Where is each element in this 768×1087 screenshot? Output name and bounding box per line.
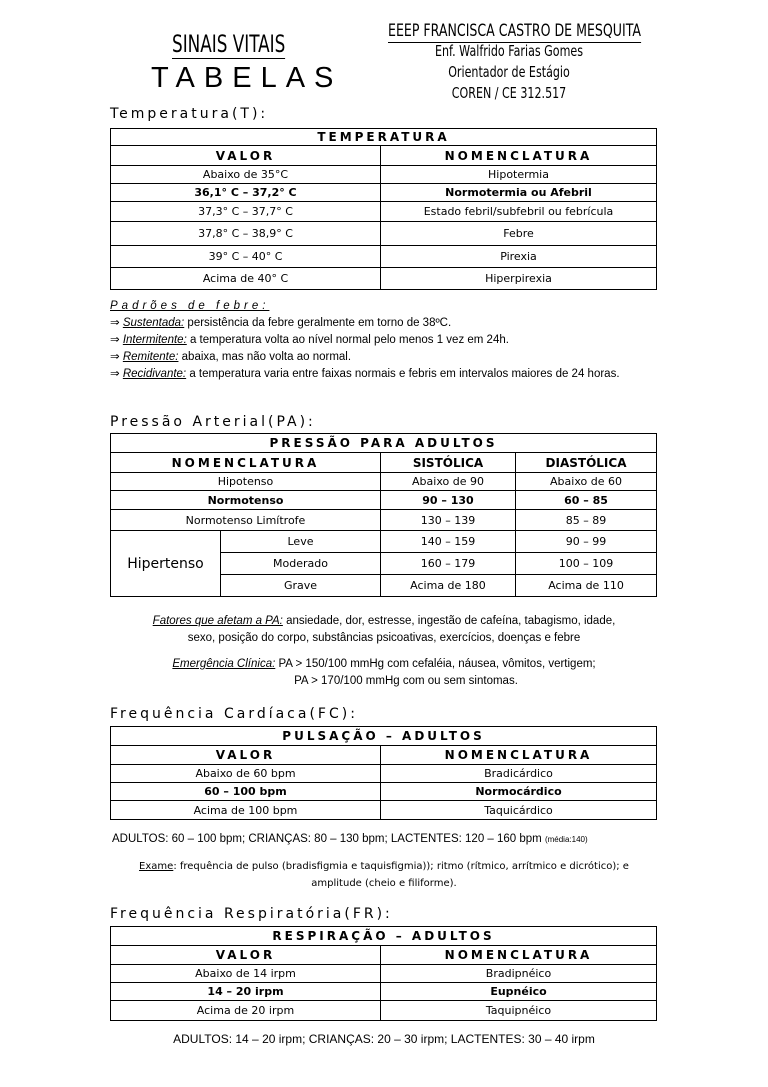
resp-col-nomenclatura: NOMENCLATURA — [381, 946, 657, 965]
pressure-table — [110, 433, 657, 597]
table-row — [111, 473, 657, 491]
pressure-dia: 85 – 89 — [516, 510, 657, 531]
heart-name: Normocárdico — [381, 783, 657, 801]
factors-label: Fatores que afetam a PA: — [152, 615, 283, 627]
pressure-name: Leve — [221, 531, 381, 553]
fever-item: ⇒ Sustentada: persistência da febre geralmente em torno de 38ºC. — [110, 317, 452, 329]
table-row — [111, 184, 657, 202]
heart-exam: Exame: frequência de pulso (bradisfigmia e taquisfigmia)); ritmo (rítmico, arrítmico e dicrótico); e amplitude (cheio e filiforme). — [139, 861, 629, 889]
table-row — [111, 801, 657, 820]
pressure-hyper-label: Hipertenso — [111, 531, 221, 597]
table-row — [111, 268, 657, 290]
heart-col-valor: VALOR — [111, 746, 381, 765]
temperature-section-title: Temperatura(T): — [110, 106, 269, 122]
table-row — [111, 1001, 657, 1021]
pressure-name: Grave — [221, 575, 381, 597]
pressure-factors: Fatores que afetam a PA: ansiedade, dor, estresse, ingestão de cafeína, tabagismo, idade, sexo, posição do corpo, substâncias psicoativas, exercícios, doenças e febre — [152, 615, 616, 644]
pressure-dia: Abaixo de 60 — [516, 473, 657, 491]
doc-subtitle: TABELAS — [151, 62, 343, 94]
temperature-value: 37,3° C – 37,7° C — [111, 202, 381, 222]
heart-name: Taquicárdico — [381, 801, 657, 820]
resp-section-title: Frequência Respiratória(FR): — [110, 906, 393, 922]
temperature-value: 36,1° C – 37,2° C — [111, 184, 381, 202]
heart-table — [110, 726, 657, 820]
table-row — [111, 783, 657, 801]
school-name: EEEP FRANCISCA CASTRO DE MESQUITA — [388, 21, 642, 41]
fever-item: ⇒ Recidivante: a temperatura varia entre faixas normais e febris em intervalos maiores de 24 horas. — [110, 368, 620, 380]
resp-name: Eupnéico — [381, 983, 657, 1001]
pressure-col-diastolica: DIASTÓLICA — [516, 453, 657, 473]
heart-value: Abaixo de 60 bpm — [111, 765, 381, 783]
resp-table — [110, 926, 657, 1021]
nurse-role: Orientador de Estágio — [448, 63, 570, 81]
temperature-value: 37,8° C – 38,9° C — [111, 222, 381, 246]
heart-value: Acima de 100 bpm — [111, 801, 381, 820]
fever-patterns — [110, 298, 658, 383]
pressure-sys: 140 – 159 — [381, 531, 516, 553]
table-row — [111, 202, 657, 222]
temperature-name: Normotermia ou Afebril — [381, 184, 657, 202]
table-row — [111, 246, 657, 268]
fever-patterns-title: Padrões de febre: — [110, 300, 270, 312]
resp-value: Abaixo de 14 irpm — [111, 965, 381, 983]
temperature-name: Pirexia — [381, 246, 657, 268]
emergency-label: Emergência Clínica: — [172, 658, 276, 670]
pressure-table-title: PRESSÃO PARA ADULTOS — [111, 434, 657, 453]
pressure-dia: Acima de 110 — [516, 575, 657, 597]
fever-item: ⇒ Remitente: abaixa, mas não volta ao normal. — [110, 351, 352, 363]
resp-name: Taquipnéico — [381, 1001, 657, 1021]
coren-number: COREN / CE 312.517 — [451, 84, 567, 102]
temperature-table — [110, 128, 657, 290]
pressure-sys: Acima de 180 — [381, 575, 516, 597]
table-row — [111, 765, 657, 783]
heart-name: Bradicárdico — [381, 765, 657, 783]
pressure-dia: 60 – 85 — [516, 491, 657, 510]
temperature-name: Estado febril/subfebril ou febrícula — [381, 202, 657, 222]
pressure-emergency: Emergência Clínica: PA > 150/100 mmHg com cefaléia, náusea, vômitos, vertigem; PA > 170/100 mmHg com ou sem sintomas. — [172, 658, 596, 687]
pressure-dia: 90 – 99 — [516, 531, 657, 553]
heart-col-nomenclatura: NOMENCLATURA — [381, 746, 657, 765]
heart-section-title: Frequência Cardíaca(FC): — [110, 706, 358, 722]
pressure-name: Moderado — [221, 553, 381, 575]
temperature-col-nomenclatura: NOMENCLATURA — [381, 146, 657, 166]
temperature-value: Acima de 40° C — [111, 268, 381, 290]
resp-value: 14 – 20 irpm — [111, 983, 381, 1001]
pressure-dia: 100 – 109 — [516, 553, 657, 575]
heart-table-title: PULSAÇÃO – ADULTOS — [111, 727, 657, 746]
pressure-col-sistolica: SISTÓLICA — [381, 453, 516, 473]
temperature-col-valor: VALOR — [111, 146, 381, 166]
pressure-name: Normotenso Limítrofe — [111, 510, 381, 531]
temperature-name: Febre — [381, 222, 657, 246]
table-row — [111, 965, 657, 983]
table-row — [111, 531, 657, 553]
resp-name: Bradipnéico — [381, 965, 657, 983]
resp-table-title: RESPIRAÇÃO – ADULTOS — [111, 927, 657, 946]
table-row — [111, 166, 657, 184]
heart-ranges: ADULTOS: 60 – 100 bpm; CRIANÇAS: 80 – 130 bpm; LACTENTES: 120 – 160 bpm (média:140) — [112, 833, 588, 845]
pressure-col-nomenclatura: NOMENCLATURA — [111, 453, 381, 473]
table-row — [111, 491, 657, 510]
table-row — [111, 510, 657, 531]
table-row — [111, 983, 657, 1001]
fever-item: ⇒ Intermitente: a temperatura volta ao nível normal pelo menos 1 vez em 24h. — [110, 334, 509, 346]
pressure-sys: 90 – 130 — [381, 491, 516, 510]
resp-value: Acima de 20 irpm — [111, 1001, 381, 1021]
doc-title: SINAIS VITAIS — [172, 30, 286, 58]
resp-ranges: ADULTOS: 14 – 20 irpm; CRIANÇAS: 20 – 30 irpm; LACTENTES: 30 – 40 irpm — [173, 1032, 595, 1046]
resp-col-valor: VALOR — [111, 946, 381, 965]
pressure-name: Normotenso — [111, 491, 381, 510]
exam-label: Exame — [139, 861, 174, 872]
temperature-value: Abaixo de 35°C — [111, 166, 381, 184]
temperature-name: Hipotermia — [381, 166, 657, 184]
pressure-section-title: Pressão Arterial(PA): — [110, 414, 316, 430]
pressure-name: Hipotenso — [111, 473, 381, 491]
pressure-sys: 130 – 139 — [381, 510, 516, 531]
temperature-value: 39° C – 40° C — [111, 246, 381, 268]
heart-value: 60 – 100 bpm — [111, 783, 381, 801]
temperature-table-title: TEMPERATURA — [111, 129, 657, 146]
table-row — [111, 222, 657, 246]
temperature-name: Hiperpirexia — [381, 268, 657, 290]
pressure-sys: 160 – 179 — [381, 553, 516, 575]
pressure-sys: Abaixo de 90 — [381, 473, 516, 491]
nurse-name: Enf. Walfrido Farias Gomes — [434, 42, 584, 60]
